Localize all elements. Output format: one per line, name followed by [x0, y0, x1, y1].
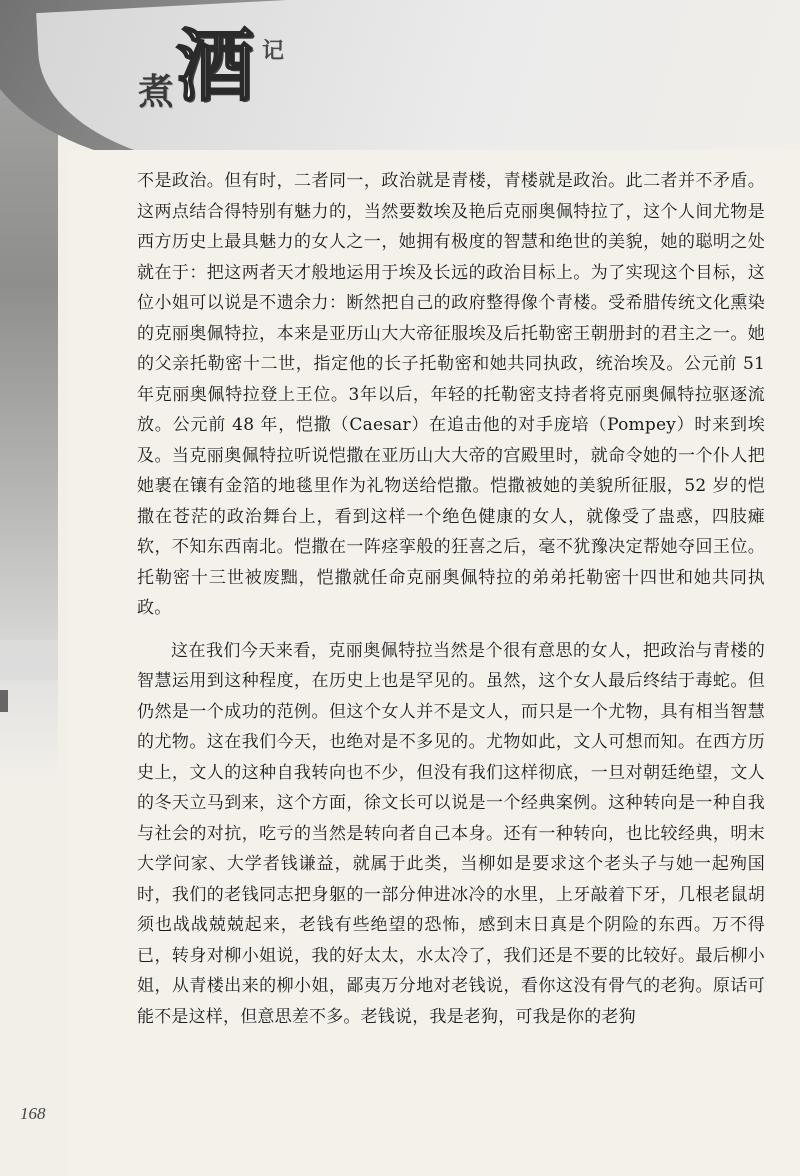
paragraph-1: 不是政治。但有时，二者同一，政治就是青楼，青楼就是政治。此二者并不矛盾。这两点结合得特别有魅力的，当然要数埃及艳后克丽奥佩特拉了，这个人间尤物是西方历史上最具魅力的女人之一，她拥有极度的智慧和绝世的美貌，她的聪明之处就在于：把这两者天才般地运用于埃及长远的政治目标上。为了实现这个目标，这位小姐可以说是不遗余力：断然把自己的政府整得像个青楼。受希腊传统文化熏染的克丽奥佩特拉，本来是亚历山大大帝征服埃及后托勒密王朝册封的君主之一。她的父亲托勒密十二世，指定他的长子托勒密和她共同执政，统治埃及。公元前 51 年克丽奥佩特拉登上王位。3年以后，年轻的托勒密支持者将克丽奥佩特拉驱逐流放。公元前 48 年，恺撒（Caesar）在追击他的对手庞培（Pompey）时来到埃及。当克丽奥佩特拉听说恺撒在亚历山大大帝的宫殿里时，就命令她的一个仆人把她裹在镶有金箔的地毯里作为礼物送给恺撒。恺撒被她的美貌所征服，52 岁的恺撒在苍茫的政治舞台上，看到这样一个绝色健康的女人，就像受了蛊惑，四肢瘫软，不知东西南北。恺撒在一阵痉挛般的狂喜之后，毫不犹豫决定帮她夺回王位。托勒密十三世被废黜，恺撒就任命克丽奥佩特拉的弟弟托勒密十四世和她共同执政。: [137, 171, 765, 618]
edge-mark: [0, 690, 8, 712]
left-band-fade: [0, 640, 58, 780]
logo-char-ji: 记: [262, 38, 285, 64]
section-logo: [138, 22, 318, 132]
logo-char-zhu: 煮: [138, 71, 175, 113]
logo-char-jiu: 酒: [176, 21, 255, 112]
paragraph-2: 这在我们今天来看，克丽奥佩特拉当然是个很有意思的女人，把政治与青楼的智慧运用到这种程度，在历史上也是罕见的。虽然，这个女人最后终结于毒蛇。但仍然是一个成功的范例。但这个女人并不是文人，而只是一个尤物，具有相当智慧的尤物。这在我们今天，也绝对是不多见的。尤物如此，文人可想而知。在西方历史上，文人的这种自我转向也不少，但没有我们这样彻底，一旦对朝廷绝望，文人的冬天立马到来，这个方面，徐文长可以说是一个经典案例。这种转向是一种自我与社会的对抗，吃亏的当然是转向者自己本身。还有一种转向，也比较经典，明末大学问家、大学者钱谦益，就属于此类，当柳如是要求这个老头子与她一起殉国时，我们的老钱同志把身躯的一部分伸进冰冷的水里，上牙敲着下牙，几根老鼠胡须也战战兢兢起来，老钱有些绝望的恐怖，感到末日真是个阴险的东西。万不得已，转身对柳小姐说，我的好太太，水太冷了，我们还是不要的比较好。最后柳小姐，从青楼出来的柳小姐，鄙夷万分地对老钱说，看你这没有骨气的老狗。原话可能不是这样，但意思差不多。老钱说，我是老狗，可我是你的老狗: [137, 640, 765, 1027]
page-number: 168: [20, 1104, 46, 1123]
body-text: [137, 166, 765, 1032]
